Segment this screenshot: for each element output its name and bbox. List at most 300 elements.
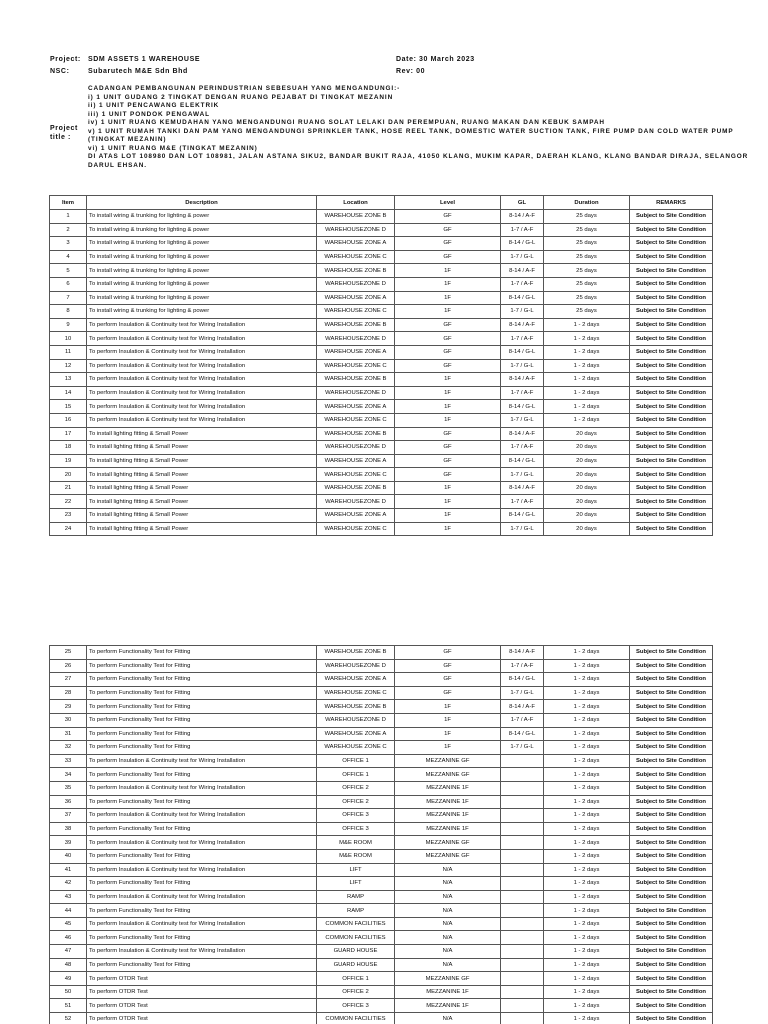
cell-location: COMMON FACILITIES xyxy=(317,931,395,945)
cell-location: WAREHOUSE ZONE A xyxy=(317,727,395,741)
table-row xyxy=(50,727,713,741)
cell-duration: 25 days xyxy=(544,237,630,251)
cell-item: 21 xyxy=(50,481,87,495)
cell-level: 1F xyxy=(395,291,501,305)
cell-duration: 1 - 2 days xyxy=(544,795,630,809)
cell-duration: 25 days xyxy=(544,277,630,291)
description-line: v) 1 UNIT RUMAH TANKI DAN PAM YANG MENGANDUNGI SPRINKLER TANK, HOSE REEL TANK, DOMESTIC WATER SUCTION TANK, FIRE PUMP DAN COLD WATER PUMP xyxy=(88,127,734,135)
table-row xyxy=(50,264,713,278)
cell-duration: 1 - 2 days xyxy=(544,359,630,373)
cell-gl: 8-14 / G-L xyxy=(501,727,544,741)
cell-location: WAREHOUSE ZONE B xyxy=(317,210,395,224)
cell-duration: 1 - 2 days xyxy=(544,700,630,714)
cell-gl: 8-14 / G-L xyxy=(501,345,544,359)
cell-location: WAREHOUSEZONE D xyxy=(317,223,395,237)
cell-remarks: Subject to Site Condition xyxy=(630,210,713,224)
cell-description: To perform Functionality Test for Fitting xyxy=(87,822,317,836)
cell-description: To perform Functionality Test for Fitting xyxy=(87,686,317,700)
cell-level: 1F xyxy=(395,522,501,536)
cell-gl: 8-14 / G-L xyxy=(501,454,544,468)
cell-gl: 1-7 / A-F xyxy=(501,277,544,291)
cell-location: WAREHOUSEZONE D xyxy=(317,277,395,291)
cell-gl: 1-7 / G-L xyxy=(501,741,544,755)
description-line: DARUL EHSAN. xyxy=(88,161,147,169)
cell-gl: 8-14 / G-L xyxy=(501,400,544,414)
cell-description: To install lighting fitting & Small Power xyxy=(87,522,317,536)
cell-description: To install wiring & trunking for lighting & power xyxy=(87,291,317,305)
cell-item: 10 xyxy=(50,332,87,346)
cell-remarks: Subject to Site Condition xyxy=(630,223,713,237)
table-row xyxy=(50,849,713,863)
cell-description: To perform Functionality Test for Fitting xyxy=(87,741,317,755)
cell-duration: 1 - 2 days xyxy=(544,836,630,850)
table-row xyxy=(50,822,713,836)
table-row xyxy=(50,904,713,918)
cell-gl: 1-7 / G-L xyxy=(501,522,544,536)
cell-item: 14 xyxy=(50,386,87,400)
cell-location: WAREHOUSE ZONE C xyxy=(317,305,395,319)
cell-remarks: Subject to Site Condition xyxy=(630,931,713,945)
nsc-value: Subarutech M&E Sdn Bhd xyxy=(88,68,188,75)
cell-item: 4 xyxy=(50,250,87,264)
cell-item: 2 xyxy=(50,223,87,237)
table-row xyxy=(50,509,713,523)
cell-description: To perform Insulation & Continuity test for Wiring Installation xyxy=(87,318,317,332)
cell-gl xyxy=(501,917,544,931)
cell-description: To perform Insulation & Continuity test for Wiring Installation xyxy=(87,754,317,768)
cell-item: 6 xyxy=(50,277,87,291)
cell-duration: 1 - 2 days xyxy=(544,673,630,687)
cell-location: GUARD HOUSE xyxy=(317,945,395,959)
cell-location: WAREHOUSE ZONE C xyxy=(317,359,395,373)
cell-gl xyxy=(501,890,544,904)
cell-level: MEZZANINE 1F xyxy=(395,822,501,836)
cell-location: WAREHOUSE ZONE A xyxy=(317,673,395,687)
cell-gl: 1-7 / A-F xyxy=(501,332,544,346)
cell-item: 18 xyxy=(50,441,87,455)
cell-duration: 1 - 2 days xyxy=(544,904,630,918)
cell-gl: 8-14 / G-L xyxy=(501,237,544,251)
description-line: ii) 1 UNIT PENCAWANG ELEKTRIK xyxy=(88,102,220,110)
cell-item: 22 xyxy=(50,495,87,509)
cell-duration: 1 - 2 days xyxy=(544,332,630,346)
table-row xyxy=(50,754,713,768)
cell-duration: 20 days xyxy=(544,441,630,455)
cell-description: To perform OTDR Test xyxy=(87,972,317,986)
cell-remarks: Subject to Site Condition xyxy=(630,836,713,850)
cell-duration: 25 days xyxy=(544,210,630,224)
cell-duration: 25 days xyxy=(544,305,630,319)
cell-description: To perform Functionality Test for Fitting xyxy=(87,958,317,972)
cell-item: 49 xyxy=(50,972,87,986)
cell-level: GF xyxy=(395,673,501,687)
table-row xyxy=(50,291,713,305)
cell-item: 11 xyxy=(50,345,87,359)
cell-description: To perform Insulation & Continuity test for Wiring Installation xyxy=(87,809,317,823)
cell-description: To perform Insulation & Continuity test for Wiring Installation xyxy=(87,890,317,904)
cell-location: OFFICE 3 xyxy=(317,809,395,823)
description-line: DI ATAS LOT 108980 DAN LOT 108981, JALAN ASTANA SIKU2, BANDAR BUKIT RAJA, 41050 KLANG, MUKIM KAPAR, DAERAH KLANG, KLANG BANDAR DIRAJA, SELANGOR xyxy=(88,153,749,161)
cell-item: 1 xyxy=(50,210,87,224)
header-duration: Duration xyxy=(544,196,630,210)
header-remarks: REMARKS xyxy=(630,196,713,210)
cell-gl: 1-7 / G-L xyxy=(501,359,544,373)
cell-location: OFFICE 1 xyxy=(317,754,395,768)
table-row xyxy=(50,441,713,455)
cell-level: GF xyxy=(395,223,501,237)
table-row xyxy=(50,250,713,264)
cell-gl xyxy=(501,863,544,877)
cell-location: WAREHOUSE ZONE C xyxy=(317,250,395,264)
cell-level: GF xyxy=(395,441,501,455)
cell-remarks: Subject to Site Condition xyxy=(630,972,713,986)
cell-remarks: Subject to Site Condition xyxy=(630,768,713,782)
cell-level: N/A xyxy=(395,904,501,918)
cell-duration: 1 - 2 days xyxy=(544,972,630,986)
cell-duration: 1 - 2 days xyxy=(544,1013,630,1024)
cell-duration: 1 - 2 days xyxy=(544,741,630,755)
cell-description: To perform Functionality Test for Fitting xyxy=(87,931,317,945)
cell-location: COMMON FACILITIES xyxy=(317,917,395,931)
cell-duration: 1 - 2 days xyxy=(544,373,630,387)
cell-duration: 1 - 2 days xyxy=(544,386,630,400)
description-line: iv) 1 UNIT RUANG KEMUDAHAN YANG MENGANDUNGI RUANG SOLAT LELAKI DAN PEREMPUAN, RUANG MAKAN DAN KEBUK SAMPAH xyxy=(88,119,605,127)
cell-item: 46 xyxy=(50,931,87,945)
cell-level: N/A xyxy=(395,877,501,891)
table-row xyxy=(50,917,713,931)
cell-remarks: Subject to Site Condition xyxy=(630,781,713,795)
cell-duration: 20 days xyxy=(544,509,630,523)
cell-level: GF xyxy=(395,646,501,660)
cell-duration: 1 - 2 days xyxy=(544,659,630,673)
cell-item: 48 xyxy=(50,958,87,972)
table-row xyxy=(50,359,713,373)
header-gl: GL xyxy=(501,196,544,210)
cell-item: 32 xyxy=(50,741,87,755)
cell-remarks: Subject to Site Condition xyxy=(630,468,713,482)
cell-level: GF xyxy=(395,359,501,373)
cell-gl xyxy=(501,972,544,986)
table-row xyxy=(50,863,713,877)
cell-description: To install wiring & trunking for lighting & power xyxy=(87,223,317,237)
cell-remarks: Subject to Site Condition xyxy=(630,877,713,891)
cell-remarks: Subject to Site Condition xyxy=(630,945,713,959)
cell-location: OFFICE 3 xyxy=(317,999,395,1013)
cell-gl xyxy=(501,822,544,836)
cell-item: 52 xyxy=(50,1013,87,1024)
cell-duration: 1 - 2 days xyxy=(544,958,630,972)
table-row xyxy=(50,890,713,904)
cell-duration: 1 - 2 days xyxy=(544,877,630,891)
cell-location: WAREHOUSE ZONE C xyxy=(317,741,395,755)
cell-gl: 8-14 / G-L xyxy=(501,509,544,523)
cell-gl xyxy=(501,795,544,809)
cell-remarks: Subject to Site Condition xyxy=(630,441,713,455)
cell-remarks: Subject to Site Condition xyxy=(630,809,713,823)
cell-remarks: Subject to Site Condition xyxy=(630,754,713,768)
cell-item: 28 xyxy=(50,686,87,700)
table-row xyxy=(50,646,713,660)
cell-duration: 1 - 2 days xyxy=(544,822,630,836)
cell-location: OFFICE 3 xyxy=(317,822,395,836)
cell-duration: 20 days xyxy=(544,481,630,495)
cell-location: GUARD HOUSE xyxy=(317,958,395,972)
cell-level: MEZZANINE GF xyxy=(395,754,501,768)
table-row xyxy=(50,481,713,495)
table-row xyxy=(50,468,713,482)
cell-gl: 1-7 / A-F xyxy=(501,495,544,509)
cell-duration: 20 days xyxy=(544,522,630,536)
cell-level: 1F xyxy=(395,413,501,427)
cell-level: 1F xyxy=(395,509,501,523)
cell-level: MEZZANINE GF xyxy=(395,836,501,850)
cell-remarks: Subject to Site Condition xyxy=(630,713,713,727)
cell-description: To perform Insulation & Continuity test for Wiring Installation xyxy=(87,373,317,387)
cell-location: WAREHOUSE ZONE C xyxy=(317,686,395,700)
table-row xyxy=(50,768,713,782)
cell-gl: 8-14 / G-L xyxy=(501,673,544,687)
cell-level: MEZZANINE GF xyxy=(395,972,501,986)
cell-item: 12 xyxy=(50,359,87,373)
cell-location: WAREHOUSEZONE D xyxy=(317,332,395,346)
table-row xyxy=(50,972,713,986)
cell-item: 40 xyxy=(50,849,87,863)
project-title-label xyxy=(50,124,78,142)
cell-duration: 25 days xyxy=(544,250,630,264)
cell-remarks: Subject to Site Condition xyxy=(630,318,713,332)
table-row xyxy=(50,522,713,536)
cell-duration: 1 - 2 days xyxy=(544,727,630,741)
cell-description: To install lighting fitting & Small Power xyxy=(87,454,317,468)
cell-gl: 8-14 / A-F xyxy=(501,481,544,495)
cell-location: WAREHOUSE ZONE B xyxy=(317,646,395,660)
cell-duration: 1 - 2 days xyxy=(544,931,630,945)
cell-item: 41 xyxy=(50,863,87,877)
cell-level: GF xyxy=(395,210,501,224)
cell-description: To install lighting fitting & Small Power xyxy=(87,441,317,455)
cell-gl: 8-14 / A-F xyxy=(501,700,544,714)
cell-remarks: Subject to Site Condition xyxy=(630,673,713,687)
cell-location: WAREHOUSE ZONE A xyxy=(317,345,395,359)
cell-remarks: Subject to Site Condition xyxy=(630,741,713,755)
cell-location: WAREHOUSE ZONE A xyxy=(317,509,395,523)
cell-remarks: Subject to Site Condition xyxy=(630,400,713,414)
cell-description: To perform Functionality Test for Fitting xyxy=(87,700,317,714)
description-line: CADANGAN PEMBANGUNAN PERINDUSTRIAN SEBESUAH YANG MENGANDUNGI:- xyxy=(88,85,401,92)
cell-level: GF xyxy=(395,250,501,264)
project-title-label-line1: Project xyxy=(50,125,78,132)
cell-description: To install wiring & trunking for lighting & power xyxy=(87,305,317,319)
cell-gl: 8-14 / G-L xyxy=(501,291,544,305)
cell-item: 23 xyxy=(50,509,87,523)
cell-item: 47 xyxy=(50,945,87,959)
table-row xyxy=(50,305,713,319)
table-row xyxy=(50,210,713,224)
table-row xyxy=(50,686,713,700)
cell-description: To perform Insulation & Continuity test for Wiring Installation xyxy=(87,781,317,795)
cell-level: 1F xyxy=(395,277,501,291)
cell-gl xyxy=(501,877,544,891)
cell-item: 15 xyxy=(50,400,87,414)
cell-remarks: Subject to Site Condition xyxy=(630,373,713,387)
cell-location: WAREHOUSE ZONE A xyxy=(317,454,395,468)
cell-level: 1F xyxy=(395,495,501,509)
cell-description: To perform OTDR Test xyxy=(87,985,317,999)
cell-level: 1F xyxy=(395,713,501,727)
cell-level: MEZZANINE 1F xyxy=(395,781,501,795)
cell-duration: 1 - 2 days xyxy=(544,917,630,931)
cell-item: 39 xyxy=(50,836,87,850)
cell-remarks: Subject to Site Condition xyxy=(630,305,713,319)
cell-level: GF xyxy=(395,427,501,441)
cell-level: N/A xyxy=(395,890,501,904)
cell-description: To perform Insulation & Continuity test for Wiring Installation xyxy=(87,359,317,373)
cell-description: To perform Functionality Test for Fitting xyxy=(87,646,317,660)
table-row xyxy=(50,277,713,291)
cell-remarks: Subject to Site Condition xyxy=(630,495,713,509)
table-row xyxy=(50,945,713,959)
cell-remarks: Subject to Site Condition xyxy=(630,345,713,359)
cell-remarks: Subject to Site Condition xyxy=(630,686,713,700)
cell-gl xyxy=(501,849,544,863)
cell-item: 27 xyxy=(50,673,87,687)
table-row xyxy=(50,673,713,687)
cell-level: 1F xyxy=(395,264,501,278)
cell-description: To perform Insulation & Continuity test for Wiring Installation xyxy=(87,332,317,346)
cell-gl: 1-7 / G-L xyxy=(501,413,544,427)
cell-gl: 1-7 / G-L xyxy=(501,468,544,482)
cell-duration: 1 - 2 days xyxy=(544,781,630,795)
cell-item: 20 xyxy=(50,468,87,482)
cell-gl: 1-7 / A-F xyxy=(501,223,544,237)
cell-description: To install wiring & trunking for lighting & power xyxy=(87,237,317,251)
cell-level: GF xyxy=(395,318,501,332)
cell-duration: 1 - 2 days xyxy=(544,345,630,359)
project-label: Project: xyxy=(50,56,81,63)
cell-item: 26 xyxy=(50,659,87,673)
cell-description: To perform Insulation & Continuity test for Wiring Installation xyxy=(87,400,317,414)
cell-description: To perform Functionality Test for Fitting xyxy=(87,713,317,727)
nsc-label: NSC: xyxy=(50,68,70,75)
cell-gl xyxy=(501,781,544,795)
table-row xyxy=(50,454,713,468)
cell-location: LIFT xyxy=(317,877,395,891)
cell-remarks: Subject to Site Condition xyxy=(630,237,713,251)
cell-duration: 1 - 2 days xyxy=(544,646,630,660)
table-row xyxy=(50,809,713,823)
cell-description: To perform Functionality Test for Fitting xyxy=(87,727,317,741)
cell-level: GF xyxy=(395,659,501,673)
cell-level: MEZZANINE 1F xyxy=(395,795,501,809)
cell-item: 42 xyxy=(50,877,87,891)
cell-gl: 8-14 / A-F xyxy=(501,264,544,278)
cell-location: OFFICE 2 xyxy=(317,781,395,795)
cell-gl xyxy=(501,958,544,972)
cell-level: MEZZANINE 1F xyxy=(395,999,501,1013)
cell-gl xyxy=(501,809,544,823)
cell-level: N/A xyxy=(395,945,501,959)
cell-remarks: Subject to Site Condition xyxy=(630,264,713,278)
cell-remarks: Subject to Site Condition xyxy=(630,958,713,972)
cell-location: RAMP xyxy=(317,890,395,904)
cell-item: 34 xyxy=(50,768,87,782)
cell-location: WAREHOUSEZONE D xyxy=(317,495,395,509)
table-row xyxy=(50,400,713,414)
table-row xyxy=(50,958,713,972)
cell-item: 9 xyxy=(50,318,87,332)
cell-location: M&E ROOM xyxy=(317,849,395,863)
cell-duration: 1 - 2 days xyxy=(544,318,630,332)
cell-duration: 1 - 2 days xyxy=(544,400,630,414)
cell-level: MEZZANINE GF xyxy=(395,768,501,782)
cell-description: To install lighting fitting & Small Power xyxy=(87,427,317,441)
cell-gl: 8-14 / A-F xyxy=(501,427,544,441)
cell-location: OFFICE 2 xyxy=(317,985,395,999)
cell-remarks: Subject to Site Condition xyxy=(630,250,713,264)
cell-level: 1F xyxy=(395,373,501,387)
cell-location: OFFICE 1 xyxy=(317,972,395,986)
cell-remarks: Subject to Site Condition xyxy=(630,413,713,427)
cell-gl: 1-7 / A-F xyxy=(501,441,544,455)
cell-level: N/A xyxy=(395,863,501,877)
project-value: SDM ASSETS 1 WAREHOUSE xyxy=(88,56,201,63)
cell-gl: 1-7 / A-F xyxy=(501,659,544,673)
cell-description: To install wiring & trunking for lighting & power xyxy=(87,250,317,264)
cell-location: WAREHOUSE ZONE A xyxy=(317,291,395,305)
cell-description: To perform Functionality Test for Fitting xyxy=(87,849,317,863)
cell-gl xyxy=(501,1013,544,1024)
schedule-table-page-2 xyxy=(49,645,713,1024)
cell-remarks: Subject to Site Condition xyxy=(630,646,713,660)
cell-location: WAREHOUSE ZONE B xyxy=(317,481,395,495)
cell-gl: 1-7 / A-F xyxy=(501,713,544,727)
cell-remarks: Subject to Site Condition xyxy=(630,999,713,1013)
cell-location: LIFT xyxy=(317,863,395,877)
table-row xyxy=(50,373,713,387)
cell-description: To perform OTDR Test xyxy=(87,1013,317,1024)
cell-location: WAREHOUSE ZONE B xyxy=(317,700,395,714)
cell-gl xyxy=(501,999,544,1013)
cell-gl: 8-14 / A-F xyxy=(501,318,544,332)
cell-remarks: Subject to Site Condition xyxy=(630,509,713,523)
table-row xyxy=(50,700,713,714)
cell-description: To perform Functionality Test for Fitting xyxy=(87,795,317,809)
cell-duration: 1 - 2 days xyxy=(544,985,630,999)
project-title-label-line2: title : xyxy=(50,134,71,141)
cell-gl xyxy=(501,904,544,918)
cell-level: GF xyxy=(395,345,501,359)
table-row xyxy=(50,495,713,509)
cell-gl: 1-7 / G-L xyxy=(501,686,544,700)
cell-duration: 1 - 2 days xyxy=(544,809,630,823)
table-row xyxy=(50,427,713,441)
table-row xyxy=(50,999,713,1013)
cell-level: 1F xyxy=(395,400,501,414)
cell-duration: 25 days xyxy=(544,223,630,237)
cell-item: 8 xyxy=(50,305,87,319)
cell-duration: 20 days xyxy=(544,427,630,441)
cell-level: GF xyxy=(395,468,501,482)
cell-remarks: Subject to Site Condition xyxy=(630,386,713,400)
description-line: (TINGKAT MEZANIN) xyxy=(88,136,167,144)
cell-description: To install wiring & trunking for lighting & power xyxy=(87,210,317,224)
cell-level: 1F xyxy=(395,481,501,495)
cell-remarks: Subject to Site Condition xyxy=(630,985,713,999)
cell-location: OFFICE 1 xyxy=(317,768,395,782)
table-row xyxy=(50,332,713,346)
cell-level: 1F xyxy=(395,386,501,400)
cell-remarks: Subject to Site Condition xyxy=(630,727,713,741)
